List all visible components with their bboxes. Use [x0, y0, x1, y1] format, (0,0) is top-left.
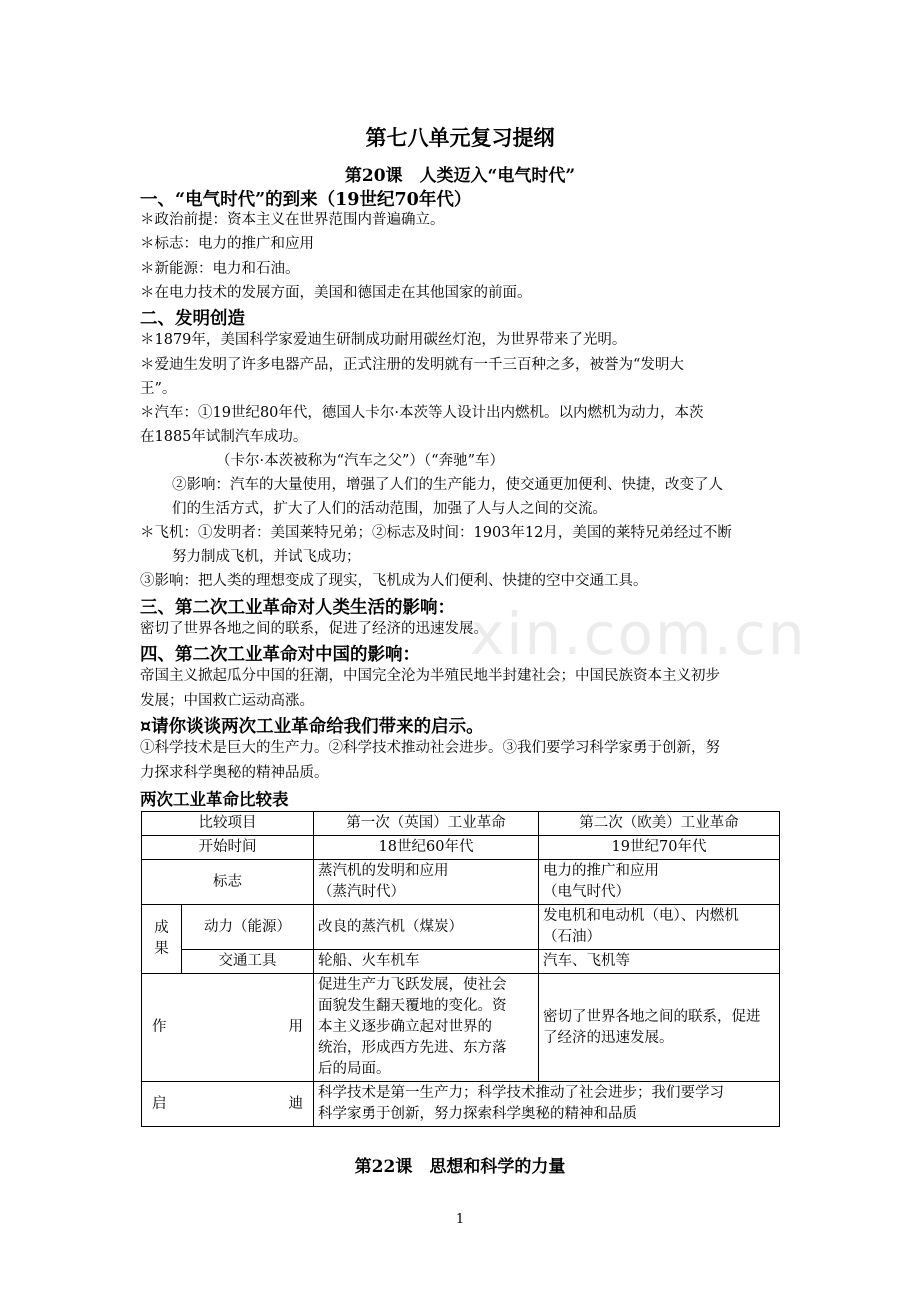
table-cell: 改良的蒸汽机（煤炭） — [314, 905, 539, 950]
row-label — [142, 1082, 314, 1127]
table-cell — [539, 905, 780, 950]
section-2-line: 王”。 — [140, 381, 177, 397]
table-row — [142, 836, 780, 860]
cell-line: （蒸汽时代） — [318, 884, 405, 900]
label-char: 果 — [154, 941, 169, 957]
watermark: xin.com.cn — [470, 600, 807, 668]
question-answer-line: ①科学技术是巨大的生产力。②科学技术推动社会进步。③我们要学习科学家勇于创新，努 — [140, 740, 720, 756]
cell-line: 电力的推广和应用 — [543, 863, 659, 879]
header-cell: 比较项目 — [142, 812, 314, 836]
section-4-heading: 四、第二次工业革命对中国的影响： — [140, 645, 420, 665]
section-3-heading: 三、第二次工业革命对人类生活的影响： — [140, 598, 455, 618]
cell-line: 发电机和电动机（电）、内燃机 — [543, 908, 739, 924]
question-answer-line: 力探求科学奥秘的精神品质。 — [140, 765, 329, 781]
cell-line: 密切了世界各地之间的联系，促进 — [543, 1008, 761, 1025]
table-row — [142, 950, 780, 974]
table-cell — [314, 860, 539, 905]
cell-line: （石油） — [543, 929, 601, 945]
result-label — [142, 905, 182, 974]
cell-line: 促进生产力飞跃发展，使社会 — [318, 977, 507, 993]
cell-line: 科学家勇于创新，努力探索科学奥秘的精神和品质 — [318, 1106, 637, 1122]
label-char: 迪 — [288, 1095, 303, 1112]
cell-line: 蒸汽机的发明和应用 — [318, 863, 449, 879]
label-char: 用 — [288, 1019, 303, 1035]
section-2-line: 努力制成飞机，并试飞成功； — [172, 549, 361, 565]
page-number: 1 — [455, 1212, 465, 1227]
cell-line: 本主义逐步确立起对世界的 — [318, 1019, 492, 1035]
label-char: 启 — [152, 1095, 167, 1112]
cell-line: 科学技术是第一生产力；科学技术推动了社会进步；我们要学习 — [318, 1085, 724, 1101]
section-2-line: ＊爱迪生发明了许多电器产品，正式注册的发明就有一千三百种之多，被誉为“发明大 — [140, 357, 684, 373]
row-label: 交通工具 — [182, 950, 314, 974]
section-1-line: ＊标志：电力的推广和应用 — [140, 236, 314, 252]
cell-line: 面貌发生翻天覆地的变化。资 — [318, 998, 507, 1014]
lesson-20-title: 第20课 人类迈入“电气时代” — [344, 166, 576, 186]
section-2-line: ②影响：汽车的大量使用，增强了人们的生产能力，使交通更加便利、快捷，改变了人 — [172, 477, 723, 493]
section-1-line: ＊政治前提：资本主义在世界范围内普遍确立。 — [140, 212, 445, 228]
section-1-line: ＊在电力技术的发展方面，美国和德国走在其他国家的前面。 — [140, 285, 532, 301]
table-cell: 18世纪60年代 — [314, 836, 539, 860]
table-row — [142, 860, 780, 905]
table-header-row — [142, 812, 780, 836]
section-2-line: ＊汽车：①19世纪80年代，德国人卡尔·本茨等人设计出内燃机。以内燃机为动力，本茨 — [140, 405, 704, 421]
cell-line: 了经济的迅速发展。 — [543, 1029, 674, 1046]
section-2-line: （卡尔·本茨被称为“汽车之父”）（“奔驰”车） — [216, 453, 505, 469]
table-row — [142, 974, 780, 1082]
table-title: 两次工业革命比较表 — [140, 790, 289, 809]
row-label: 开始时间 — [142, 836, 314, 860]
row-label: 标志 — [142, 860, 314, 905]
section-3-text: 密切了世界各地之间的联系，促进了经济的迅速发展。 — [140, 621, 488, 637]
lesson-22-title: 第22课 思想和科学的力量 — [354, 1157, 566, 1177]
table-cell — [314, 1082, 780, 1127]
table-row — [142, 1082, 780, 1127]
table-cell — [539, 860, 780, 905]
section-2-line: ③影响：把人类的理想变成了现实，飞机成为人们便利、快捷的空中交通工具。 — [140, 573, 648, 589]
section-1-heading: 一、“电气时代”的到来（19世纪70年代） — [140, 190, 472, 210]
label-char: 成 — [154, 920, 169, 936]
section-1-line: ＊新能源：电力和石油。 — [140, 261, 300, 277]
header-cell: 第二次（欧美）工业革命 — [539, 812, 780, 836]
label-char: 作 — [152, 1019, 167, 1035]
section-2-line: ＊1879年，美国科学家爱迪生研制成功耐用碳丝灯泡，为世界带来了光明。 — [140, 332, 627, 348]
section-2-line: 在1885年试制汽车成功。 — [140, 429, 308, 445]
table-cell — [314, 974, 539, 1082]
table-cell — [539, 974, 780, 1082]
section-2-line: 们的生活方式，扩大了人们的活动范围，加强了人与人之间的交流。 — [172, 501, 607, 517]
section-2-heading: 二、发明创造 — [140, 309, 245, 329]
header-cell: 第一次（英国）工业革命 — [314, 812, 539, 836]
row-label: 动力（能源） — [182, 905, 314, 950]
table-row — [142, 905, 780, 950]
comparison-table — [141, 811, 780, 1127]
page-title: 第七八单元复习提纲 — [365, 125, 555, 150]
cell-line: 统治，形成西方先进、东方落 — [318, 1040, 507, 1056]
cell-line: 后的局面。 — [318, 1061, 391, 1077]
table-cell: 汽车、飞机等 — [539, 950, 780, 974]
section-4-line: 帝国主义掀起瓜分中国的狂潮，中国完全沦为半殖民地半封建社会；中国民族资本主义初步 — [140, 668, 720, 684]
section-2-line: ＊飞机：①发明者：美国莱特兄弟；②标志及时间：1903年12月，美国的莱特兄弟经过不断 — [140, 525, 732, 541]
question-heading: ¤请你谈谈两次工业革命给我们带来的启示。 — [140, 717, 484, 737]
row-label — [142, 974, 314, 1082]
table-cell: 轮船、火车机车 — [314, 950, 539, 974]
section-4-line: 发展；中国救亡运动高涨。 — [140, 693, 314, 709]
table-cell: 19世纪70年代 — [539, 836, 780, 860]
cell-line: （电气时代） — [543, 884, 630, 900]
